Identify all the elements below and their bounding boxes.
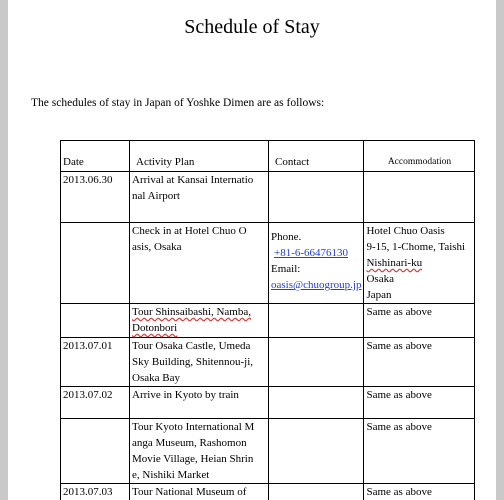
header-date: Date bbox=[61, 141, 130, 172]
table-row bbox=[61, 223, 475, 304]
email-label: Email: bbox=[271, 263, 301, 275]
cell-contact bbox=[269, 338, 364, 387]
header-activity: Activity Plan bbox=[130, 141, 269, 172]
cell-contact bbox=[269, 304, 364, 338]
line: Japan bbox=[366, 289, 392, 301]
table-row bbox=[61, 304, 475, 338]
cell-accommodation bbox=[364, 172, 475, 223]
cell-accommodation bbox=[364, 338, 475, 387]
cell-accommodation bbox=[364, 304, 475, 338]
cell-activity bbox=[130, 304, 269, 338]
table-row bbox=[61, 172, 475, 223]
cell-date bbox=[61, 304, 130, 338]
cell-accommodation bbox=[364, 419, 475, 484]
line: Check in at Hotel Chuo O bbox=[132, 225, 247, 237]
line: 9-15, 1-Chome, Taishi bbox=[366, 241, 466, 253]
line: Dotonbori bbox=[132, 322, 178, 334]
cell-contact bbox=[269, 223, 364, 304]
cell-activity bbox=[130, 338, 269, 387]
header-accommodation: Accommodation bbox=[364, 141, 475, 172]
document-title: Schedule of Stay bbox=[184, 16, 320, 38]
line: Same as above bbox=[366, 389, 432, 401]
cell-activity bbox=[130, 172, 269, 223]
line: Tour Osaka Castle, Umeda bbox=[132, 340, 251, 352]
schedule-table bbox=[60, 140, 475, 500]
header-contact: Contact bbox=[269, 141, 364, 172]
cell-contact bbox=[269, 172, 364, 223]
line: Same as above bbox=[366, 486, 432, 498]
cell-date: 2013.07.02 bbox=[61, 387, 130, 419]
line: Movie Village, Heian Shrin bbox=[132, 453, 254, 465]
cell-contact bbox=[269, 484, 364, 500]
line: e, Nishiki Market bbox=[132, 469, 210, 481]
cell-activity bbox=[130, 484, 269, 500]
cell-activity bbox=[130, 223, 269, 304]
table-row bbox=[61, 387, 475, 419]
line: asis, Osaka bbox=[132, 241, 182, 253]
cell-accommodation bbox=[364, 387, 475, 419]
cell-date: 2013.07.03 bbox=[61, 484, 130, 500]
table-row bbox=[61, 484, 475, 500]
cell-contact bbox=[269, 419, 364, 484]
phone-link[interactable]: +81-6-66476130 bbox=[274, 247, 349, 259]
cell-date: 2013.06.30 bbox=[61, 172, 130, 223]
cell-date bbox=[61, 223, 130, 304]
line: Tour Kyoto International M bbox=[132, 421, 255, 433]
table-row bbox=[61, 338, 475, 387]
cell-accommodation bbox=[364, 484, 475, 500]
line: nal Airport bbox=[132, 190, 180, 202]
intro-paragraph: The schedules of stay in Japan of Yoshke Dimen are as follows: bbox=[31, 97, 325, 109]
line: anga Museum, Rashomon bbox=[132, 437, 247, 449]
phone-label: Phone. bbox=[271, 231, 302, 243]
line: Same as above bbox=[366, 306, 432, 318]
cell-activity bbox=[130, 387, 269, 419]
cell-activity bbox=[130, 419, 269, 484]
line: Tour Shinsaibashi, Namba, bbox=[132, 306, 251, 318]
line: Arrive in Kyoto by train bbox=[132, 389, 239, 401]
cell-accommodation bbox=[364, 223, 475, 304]
line: Same as above bbox=[366, 421, 432, 433]
table-header-row bbox=[61, 141, 475, 172]
document-page bbox=[8, 0, 496, 500]
line: Nishinari-ku bbox=[366, 257, 423, 269]
cell-contact bbox=[269, 387, 364, 419]
line: Hotel Chuo Oasis bbox=[366, 225, 445, 237]
table-row bbox=[61, 419, 475, 484]
cell-date bbox=[61, 419, 130, 484]
line: Osaka bbox=[366, 273, 394, 285]
cell-date: 2013.07.01 bbox=[61, 338, 130, 387]
email-link[interactable]: oasis@chuogroup.jp bbox=[271, 279, 362, 291]
line: Sky Building, Shitennou-ji, bbox=[132, 356, 254, 368]
line: Same as above bbox=[366, 340, 432, 352]
line: Osaka Bay bbox=[132, 372, 180, 384]
line: Tour National Museum of bbox=[132, 486, 247, 498]
line: Arrival at Kansai Internatio bbox=[132, 174, 254, 186]
